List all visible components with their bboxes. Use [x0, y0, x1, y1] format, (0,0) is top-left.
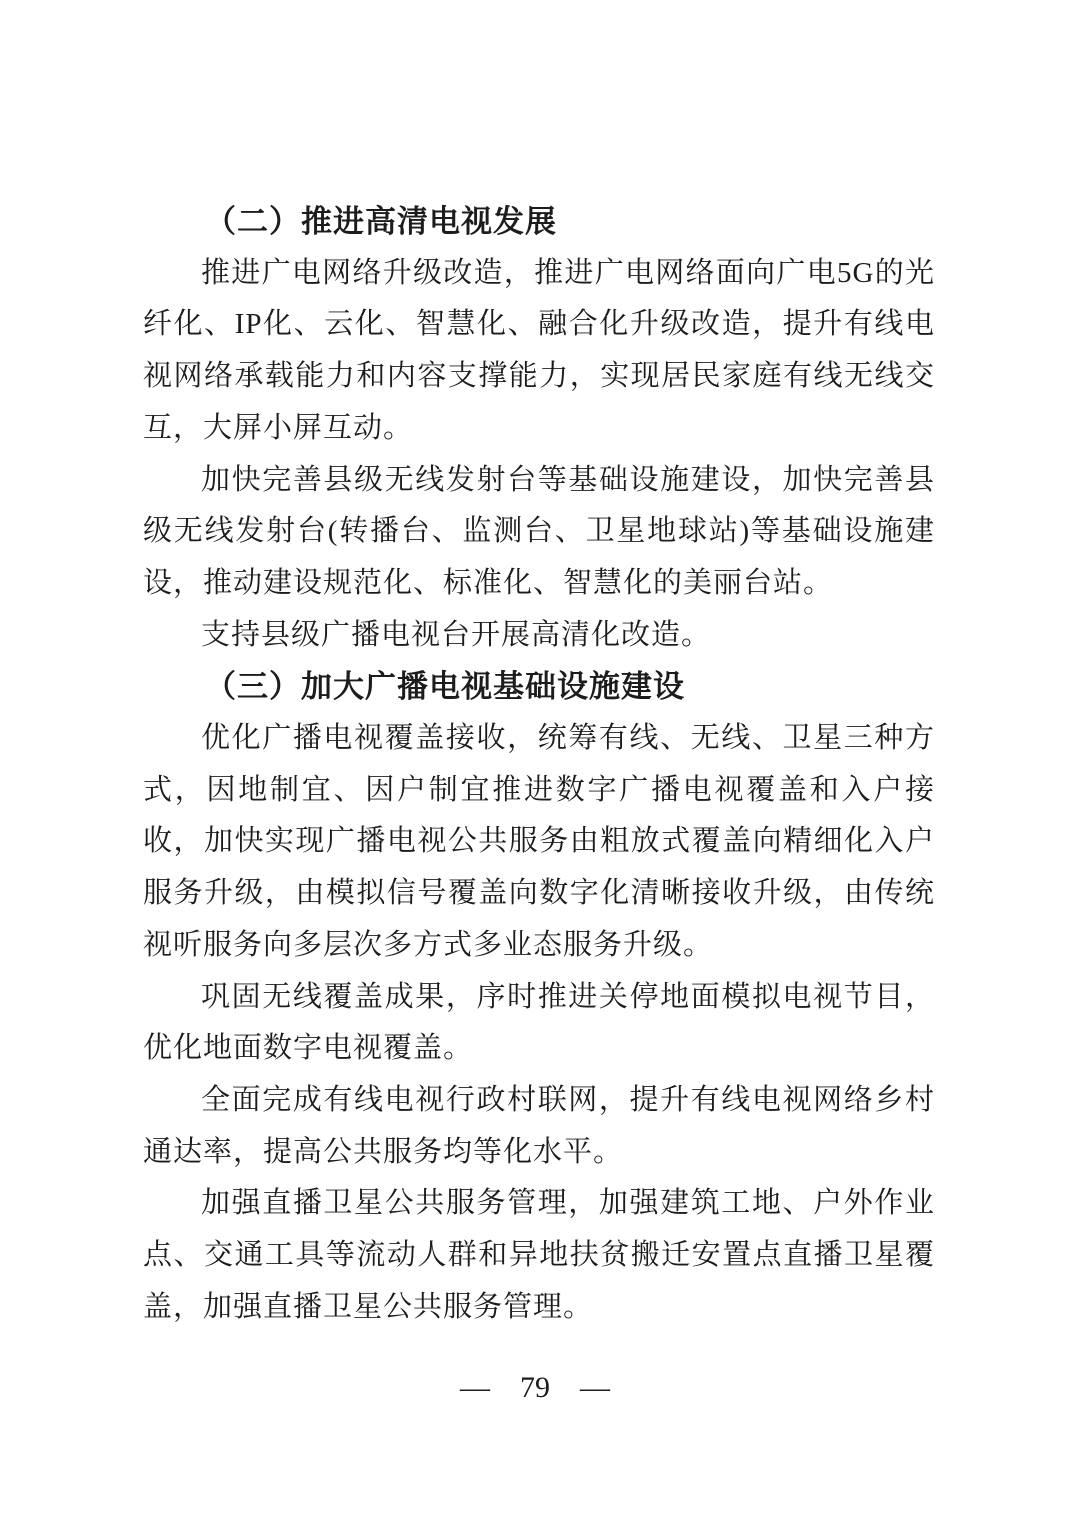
- page-number: 79: [520, 1371, 550, 1404]
- document-body: [143, 196, 935, 1333]
- section-heading-3: （三）加大广播电视基础设施建设: [205, 669, 685, 705]
- footer-dash-right: —: [580, 1371, 610, 1404]
- paragraph-hd-network-upgrade: 推进广电网络升级改造，推进广电网络面向广电5G的光纤化、IP化、云化、智慧化、融合化升级改造，提升有线电视网络承载能力和内容支撑能力，实现居民家庭有线无线交互，大屏小屏互动。: [143, 256, 935, 444]
- paragraph-county-hd-reform: 支持县级广播电视台开展高清化改造。: [201, 618, 712, 651]
- paragraph-satellite-service: 加强直播卫星公共服务管理，加强建筑工地、户外作业点、交通工具等流动人群和异地扶贫搬迁安置点直播卫星覆盖，加强直播卫星公共服务管理。: [143, 1187, 935, 1323]
- footer-dash-left: —: [460, 1371, 490, 1404]
- paragraph-village-cable-network: 全面完成有线电视行政村联网，提升有线电视网络乡村通达率，提高公共服务均等化水平。: [143, 1083, 935, 1168]
- paragraph-coverage-optimization: 优化广播电视覆盖接收，统筹有线、无线、卫星三种方式，因地制宜、因户制宜推进数字广播电视覆盖和入户接收，加快实现广播电视公共服务由粗放式覆盖向精细化入户服务升级，由模拟信号覆盖向数字化清晰接收升级，由传统视听服务向多层次多方式多业态服务升级。: [143, 722, 935, 961]
- paragraph-county-transmitters: 加快完善县级无线发射台等基础设施建设，加快完善县级无线发射台(转播台、监测台、卫星地球站)等基础设施建设，推动建设规范化、标准化、智慧化的美丽台站。: [143, 463, 935, 599]
- section-heading-2: （二）推进高清电视发展: [205, 204, 557, 239]
- paragraph-analog-shutdown: 巩固无线覆盖成果，序时推进关停地面模拟电视节目，优化地面数字电视覆盖。: [143, 980, 935, 1065]
- page-footer: [0, 1368, 1070, 1408]
